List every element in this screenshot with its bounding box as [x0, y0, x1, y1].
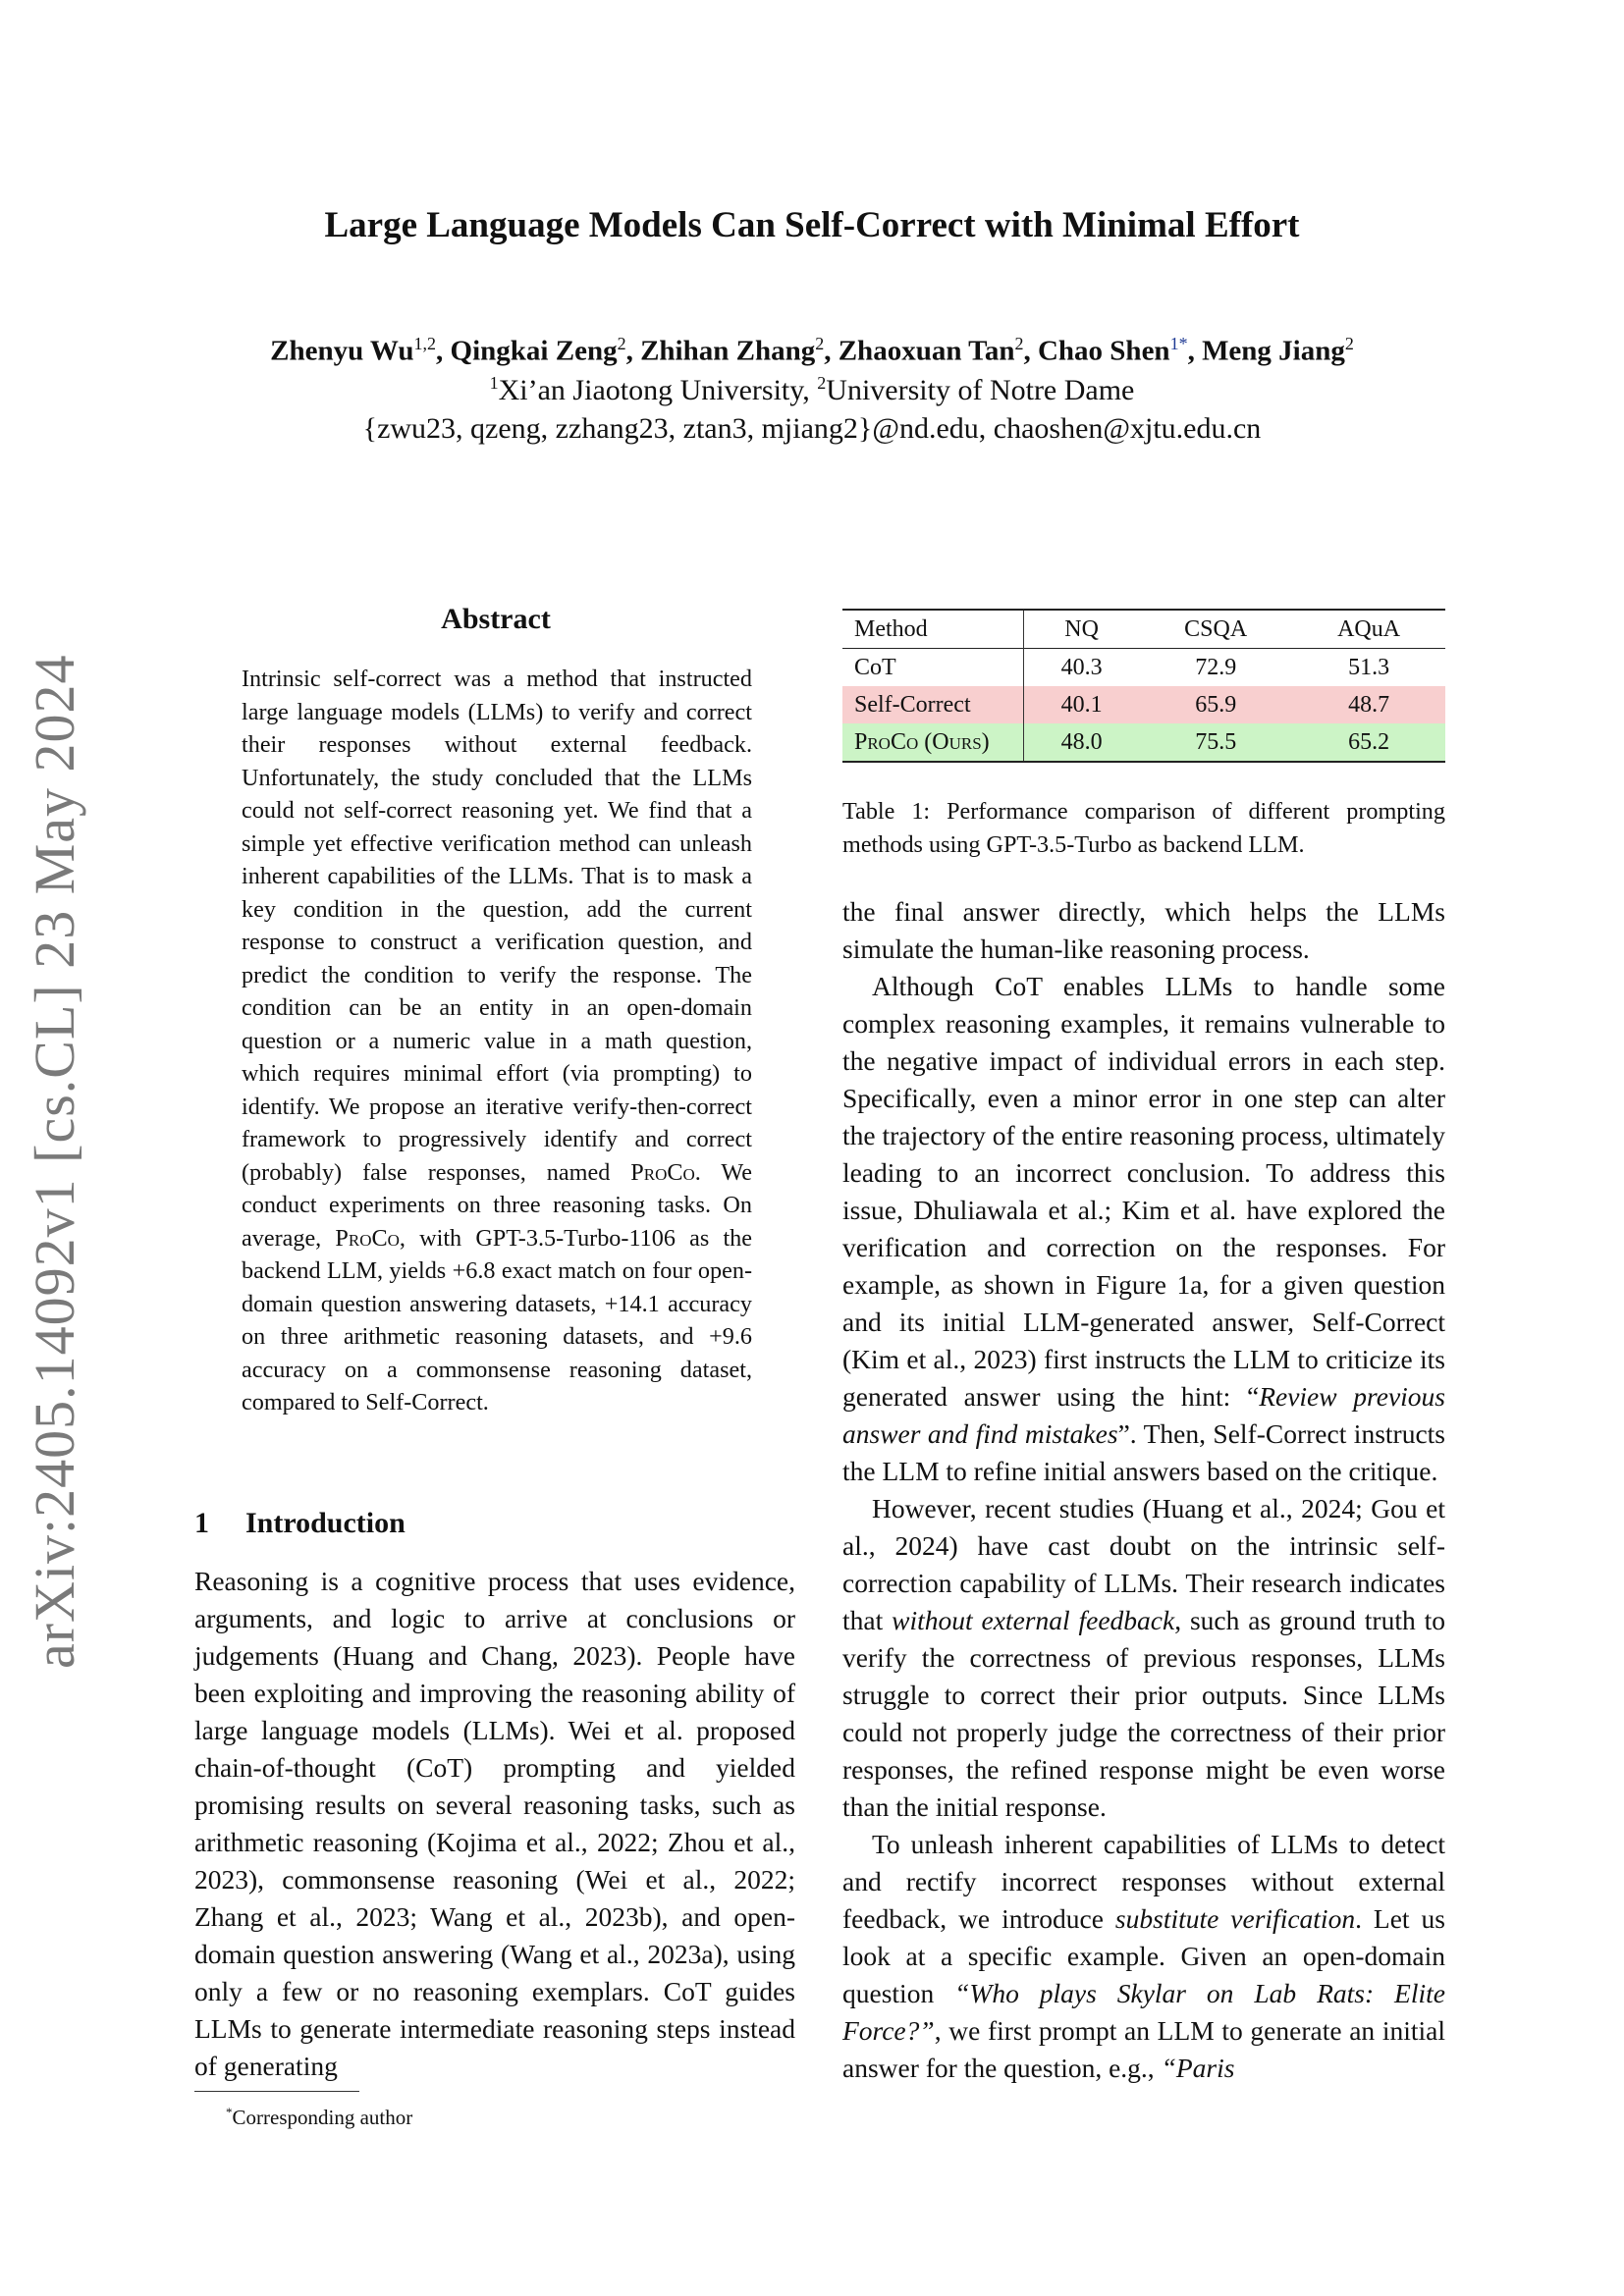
author-affil-mark: 2	[1014, 334, 1024, 353]
author-name: Zhaoxuan Tan	[838, 335, 1015, 367]
author-name: Qingkai Zeng	[450, 335, 618, 367]
section-heading-introduction	[194, 1507, 784, 1540]
table-header-cell: CSQA	[1184, 615, 1248, 642]
author-list: Zhenyu Wu$^{1,2}$, Qingkai Zeng$^2$, Zhihan Zhang$^2$, Zhaoxuan Tan$^2$, Chao Shen$^{1*}$, Meng Jiang$^2$	[270, 334, 1354, 367]
table-row	[842, 686, 1445, 723]
section-title: Introduction	[245, 1507, 406, 1539]
table-row	[842, 723, 1445, 762]
table-header-cell: Method	[842, 610, 1024, 649]
table-cell: 51.3	[1348, 654, 1390, 680]
author-name: Chao Shen	[1037, 335, 1170, 367]
author-affil-mark: 2	[617, 334, 626, 353]
table-caption: Table 1: Performance comparison of different prompting methods using GPT-3.5-Turbo as backend LLM.	[842, 798, 1445, 858]
affiliation-1: Xi’an Jiaotong University,	[498, 374, 818, 406]
author-affil-mark: 1,2	[413, 334, 437, 353]
author-affil-mark: 2	[1344, 334, 1354, 353]
affiliation-2: University of Notre Dame	[826, 374, 1135, 406]
table-row	[842, 649, 1445, 687]
affiliations: $^1$Xi’an Jiaotong University, $^2$University of Notre Dame	[489, 373, 1135, 406]
intro-paragraph: To unleash inherent capabilities of LLMs to detect and rectify incorrect responses without external feedback, we introduce substitute verification. Let us look at a specific example. Given an open-domain question “Who plays Skylar on Lab Rats: Elite Force?”, we first prompt an LLM to generate an initial answer for the question, e.g., “Paris	[842, 1829, 1445, 2083]
table-header-row	[842, 610, 1445, 649]
table-header-cell: NQ	[1064, 615, 1099, 642]
footnote: *Corresponding author	[226, 2105, 413, 2129]
table-cell: 72.9	[1195, 654, 1237, 680]
author-affil-mark: 2	[815, 334, 825, 353]
table-header-cell: AQuA	[1337, 615, 1401, 642]
table-cell: 40.1	[1024, 686, 1140, 723]
intro-paragraph: the final answer directly, which helps the LLMs simulate the human-like reasoning process.	[842, 896, 1445, 964]
table-cell: 48.0	[1024, 723, 1140, 762]
table-cell: 65.9	[1139, 686, 1292, 723]
table-cell: 40.3	[1060, 654, 1103, 680]
table-cell-method: ProCo (Ours)	[842, 723, 1024, 762]
abstract-body: Intrinsic self-correct was a method that instructed large language models (LLMs) to verify and correct their responses without external feedback. Unfortunately, the study concluded that the LLMs could not self-correct reasoning yet. We find that a simple yet effective verification method can unleash inherent capabilities of the LLMs. That is to mask a key condition in the question, add the current response to construct a verification question, and predict the condition to verify the response. The condition can be an entity in an open-domain question or a numeric value in a math question, which requires minimal effort (via prompting) to identify. We propose an iterative verify-then-correct framework to progressively identify and correct (probably) false responses, named ProCo. We conduct experiments on three reasoning tasks. On average, ProCo, with GPT-3.5-Turbo-1106 as the backend LLM, yields +6.8 exact match on four open-domain question answering datasets, +14.1 accuracy on three arithmetic reasoning datasets, and +9.6 accuracy on a commonsense reasoning dataset, compared to Self-Correct.	[242, 666, 752, 1415]
author-affil-mark: 1*	[1169, 334, 1188, 353]
intro-paragraph: Although CoT enables LLMs to handle some complex reasoning examples, it remains vulnerable to the negative impact of individual errors in each step. Specifically, even a minor error in one step can alter the trajectory of the entire reasoning process, ultimately leading to an incorrect conclusion. To address this issue, Dhuliawala et al.; Kim et al. have explored the verification and correction on the responses. For example, as shown in Figure 1a, for a given question and its initial LLM-generated answer, Self-Correct (Kim et al., 2023) first instructs the LLM to criticize its generated answer using the hint: “Review previous answer and find mistakes”. Then, Self-Correct instructs the LLM to refine initial answers based on the critique.	[842, 971, 1445, 1486]
intro-paragraph: However, recent studies (Huang et al., 2024; Gou et al., 2024) have cast doubt on the intrinsic self-correction capability of LLMs. Their research indicates that without external feedback, such as ground truth to verify the correctness of previous responses, LLMs struggle to correct their prior outputs. Since LLMs could not properly judge the correctness of their prior responses, the refined response might be even worse than the initial response.	[842, 1493, 1445, 1822]
author-name: Meng Jiang	[1202, 335, 1345, 367]
table-cell-method: Self-Correct	[842, 686, 1024, 723]
table-cell: 48.7	[1292, 686, 1445, 723]
intro-right-column	[842, 893, 1445, 2087]
method-name: ProCo	[630, 1158, 695, 1186]
author-name: Zhenyu Wu	[270, 335, 414, 367]
intro-paragraph: Reasoning is a cognitive process that uses evidence, arguments, and logic to arrive at conclusions or judgements (Huang and Chang, 2023). People have been exploiting and improving the reasoning ability of large language models (LLMs). Wei et al. proposed chain-of-thought (CoT) prompting and yielded promising results on several reasoning tasks, such as arithmetic reasoning (Kojima et al., 2022; Zhou et al., 2023), commonsense reasoning (Wei et al., 2022; Zhang et al., 2023; Wang et al., 2023b), and open-domain question answering (Wang et al., 2023a), using only a few or no reasoning exemplars. CoT guides LLMs to generate intermediate reasoning steps instead of generating	[194, 1566, 795, 2081]
section-number: 1	[194, 1507, 209, 1539]
arxiv-identifier: arXiv:2405.14092v1 [cs.CL] 23 May 2024	[23, 654, 86, 1669]
paper-title: Large Language Models Can Self-Correct with Minimal Effort	[324, 205, 1300, 245]
abstract-heading: Abstract	[441, 603, 551, 635]
table-cell: 65.2	[1292, 723, 1445, 762]
footnote-divider	[194, 2091, 359, 2092]
table-cell-method: CoT	[842, 649, 1024, 687]
method-name: ProCo	[335, 1224, 400, 1252]
intro-left-column	[194, 1563, 795, 2085]
author-emails: {zwu23, qzeng, zzhang23, ztan3, mjiang2}@nd.edu, chaoshen@xjtu.edu.cn	[362, 412, 1262, 445]
author-name: Zhihan Zhang	[640, 335, 816, 367]
results-table	[842, 609, 1445, 763]
table-cell: 75.5	[1139, 723, 1292, 762]
